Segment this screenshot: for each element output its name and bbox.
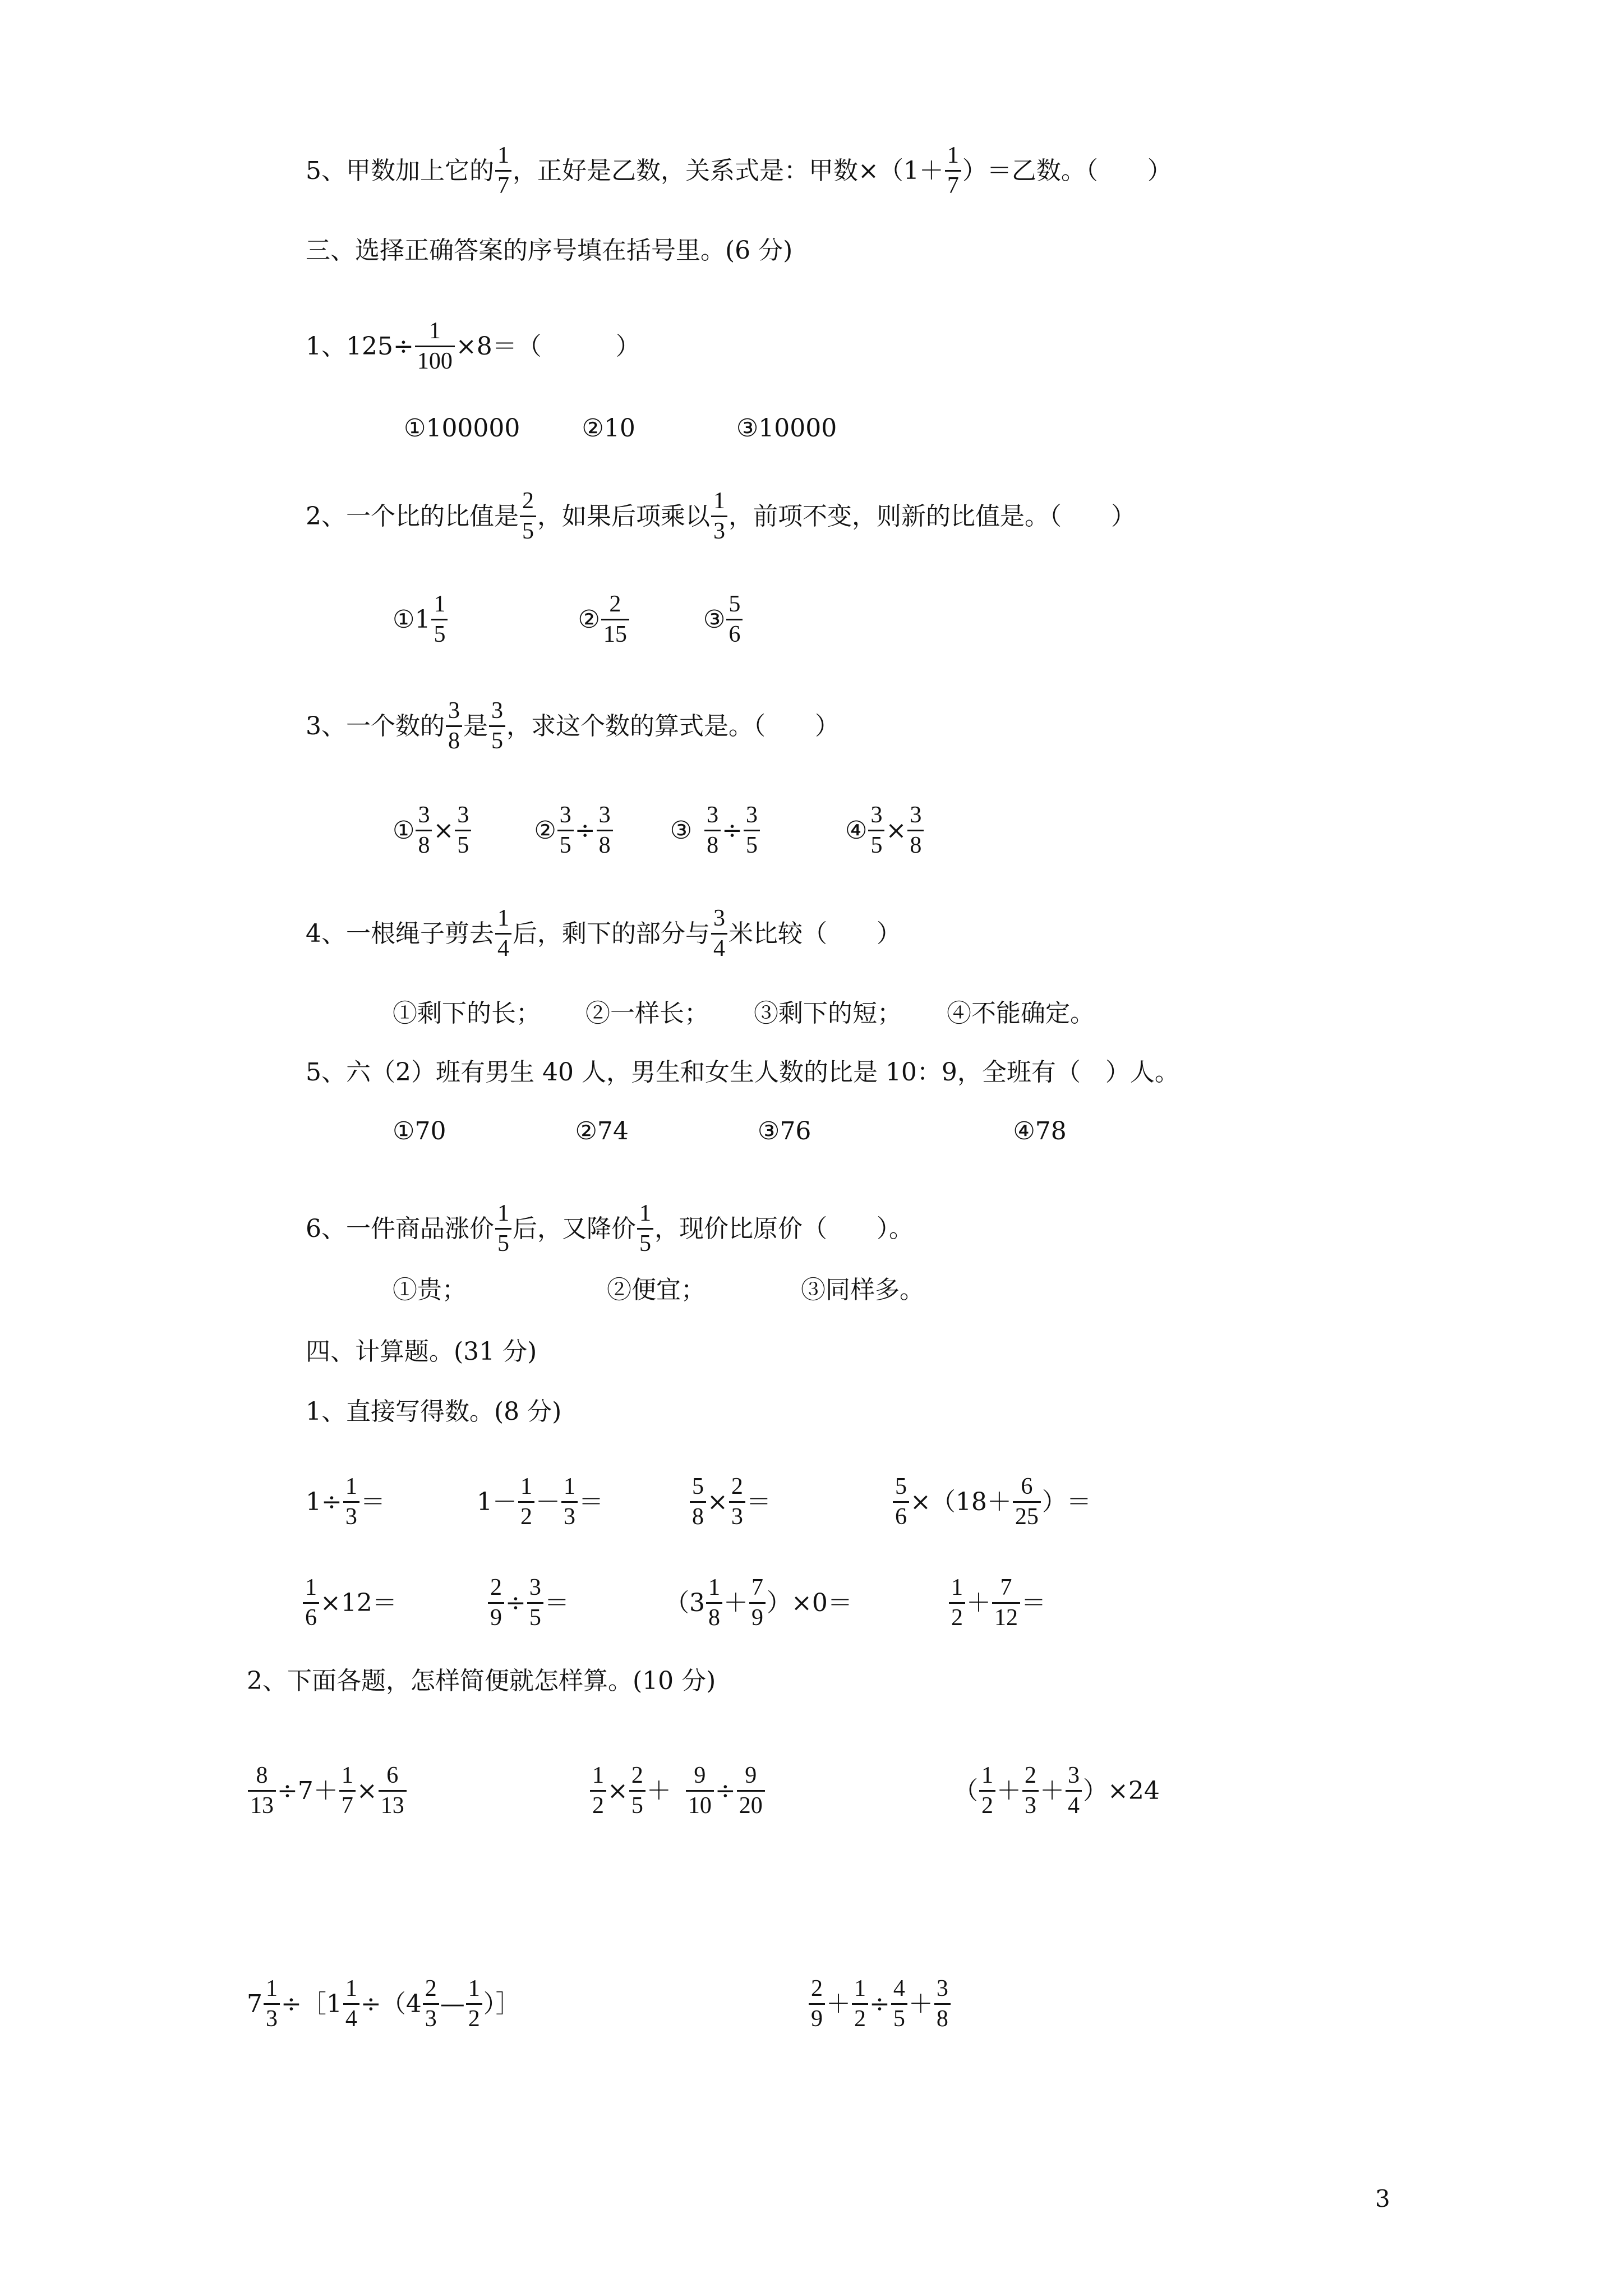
option: ② $\frac{2}{15}$ bbox=[578, 590, 630, 649]
expr-2: $\frac{1}{2}$ × $\frac{2}{5}$ ＋ $\frac{9}{10}$ ÷ $\frac{9}{20}$ bbox=[589, 1761, 766, 1820]
fraction: $\frac{3}{4}$ bbox=[711, 904, 727, 963]
s3-q5-options bbox=[393, 1119, 1067, 1144]
section3-title: 三、选择正确答案的序号填在括号里。(6 分) bbox=[306, 236, 793, 265]
text: ）＝乙数。（ ） bbox=[962, 156, 1172, 185]
calc-r1-b: 1－ $\frac{1}{2}$ － $\frac{1}{3}$ ＝ bbox=[477, 1474, 603, 1530]
option: ①1 $\frac{1}{5}$ bbox=[393, 590, 449, 649]
option: ④ $\frac{3}{5}$ × $\frac{3}{8}$ bbox=[845, 801, 925, 860]
option: ③10000 bbox=[736, 414, 837, 443]
option: ①100000 bbox=[404, 414, 520, 443]
calc-r2-b: $\frac{2}{9}$ ÷ $\frac{3}{5}$ ＝ bbox=[487, 1573, 569, 1632]
fraction: $\frac{1}{7}$ bbox=[945, 141, 961, 200]
expr-5: $\frac{2}{9}$ ＋ $\frac{1}{2}$ ÷ $\frac{4}{5}$ ＋ $\frac{3}{8}$ bbox=[808, 1975, 952, 2033]
calc-r2-d: $\frac{1}{2}$ ＋ $\frac{7}{12}$ ＝ bbox=[948, 1573, 1046, 1632]
option: ③同样多。 bbox=[801, 1276, 924, 1304]
text: ，正好是乙数，关系式是：甲数×（1＋ bbox=[513, 156, 944, 185]
expr-3: （ $\frac{1}{2}$ ＋ $\frac{2}{3}$ ＋ $\frac{3}{4}$ ）×24 bbox=[953, 1763, 1160, 1819]
s3-q5: 5、六（2）班有男生 40 人，男生和女生人数的比是 10：9，全班有（ ）人。 bbox=[306, 1058, 1179, 1087]
option: ①70 bbox=[393, 1117, 446, 1145]
option: ②10 bbox=[582, 414, 635, 443]
expr-1: $\frac{8}{13}$ ÷7＋ $\frac{1}{7}$ × $\frac{6}{13}$ bbox=[247, 1761, 408, 1820]
calc-r2-a: $\frac{1}{6}$ ×12＝ bbox=[302, 1573, 397, 1632]
calc-r1-a: 1÷ $\frac{1}{3}$ ＝ bbox=[306, 1474, 385, 1530]
option: ②便宜； bbox=[607, 1276, 706, 1304]
fraction: $\frac{3}{5}$ bbox=[489, 697, 505, 756]
option: ②一样长； bbox=[585, 999, 709, 1028]
fraction: $\frac{2}{5}$ bbox=[520, 487, 536, 546]
judge-q5 bbox=[306, 141, 1172, 200]
fraction: $\frac{1}{4}$ bbox=[495, 904, 511, 963]
section4-title: 四、计算题。(31 分) bbox=[306, 1337, 537, 1366]
option: ① $\frac{3}{8}$ × $\frac{3}{5}$ bbox=[393, 801, 472, 860]
fraction: $\frac{3}{8}$ bbox=[446, 697, 462, 756]
text: 5、甲数加上它的 bbox=[306, 156, 494, 185]
calc-r1-d: $\frac{5}{6}$ ×（18＋ $\frac{6}{25}$ ）＝ bbox=[892, 1473, 1091, 1531]
fraction: $\frac{1}{5}$ bbox=[495, 1199, 511, 1258]
page-number: 3 bbox=[1375, 2185, 1390, 2212]
s3-q2-options bbox=[393, 590, 744, 649]
option: ④不能确定。 bbox=[947, 999, 1095, 1028]
section4-sub1: 1、直接写得数。(8 分) bbox=[306, 1397, 562, 1426]
s3-q3: 3、一个数的 $\frac{3}{8}$ 是 $\frac{3}{5}$ ，求这个数的算式是。（ ） bbox=[306, 697, 840, 756]
calc-r2-c: （3 $\frac{1}{8}$ ＋ $\frac{7}{9}$ ）×0＝ bbox=[665, 1575, 852, 1631]
s3-q3-options bbox=[393, 801, 925, 860]
option: ③76 bbox=[757, 1117, 811, 1145]
fraction: $\frac{1}{100}$ bbox=[415, 317, 455, 376]
option: ④78 bbox=[1013, 1117, 1067, 1145]
fraction: $\frac{1}{3}$ bbox=[711, 487, 727, 546]
fraction: $\frac{1}{7}$ bbox=[495, 141, 511, 200]
s3-q4: 4、一根绳子剪去 $\frac{1}{4}$ 后，剩下的部分与 $\frac{3}{4}$ 米比较（ ） bbox=[306, 904, 901, 963]
option: ② $\frac{3}{5}$ ÷ $\frac{3}{8}$ bbox=[534, 801, 614, 860]
s3-q1: 1、125÷ $\frac{1}{100}$ ×8＝（ ） bbox=[306, 317, 640, 376]
s3-q6: 6、一件商品涨价 $\frac{1}{5}$ 后，又降价 $\frac{1}{5}$ ，现价比原价（ ）。 bbox=[306, 1199, 914, 1258]
option: ③ $\frac{3}{8}$ ÷ $\frac{3}{5}$ bbox=[670, 801, 761, 860]
section4-sub2: 2、下面各题，怎样简便就怎样算。(10 分) bbox=[247, 1667, 716, 1695]
s3-q2: 2、一个比的比值是 $\frac{2}{5}$ ，如果后项乘以 $\frac{1}{3}$ ，前项不变，则新的比值是。（ ） bbox=[306, 487, 1136, 546]
option: ②74 bbox=[575, 1117, 629, 1145]
expr-4: 7 $\frac{1}{3}$ ÷［1 $\frac{1}{4}$ ÷（4 $\frac{2}{3}$ — $\frac{1}{2}$ ）］ bbox=[247, 1976, 520, 2032]
fraction: $\frac{1}{5}$ bbox=[637, 1199, 653, 1258]
option: ①贵； bbox=[393, 1276, 467, 1304]
s3-q6-options bbox=[393, 1278, 924, 1303]
calc-r1-c: $\frac{5}{8}$ × $\frac{2}{3}$ ＝ bbox=[689, 1473, 771, 1531]
option: ③剩下的短； bbox=[754, 999, 902, 1028]
option: ①剩下的长； bbox=[393, 999, 541, 1028]
s3-q4-options bbox=[393, 1001, 1095, 1026]
option: ③ $\frac{5}{6}$ bbox=[703, 590, 744, 649]
s3-q1-options bbox=[404, 416, 837, 441]
